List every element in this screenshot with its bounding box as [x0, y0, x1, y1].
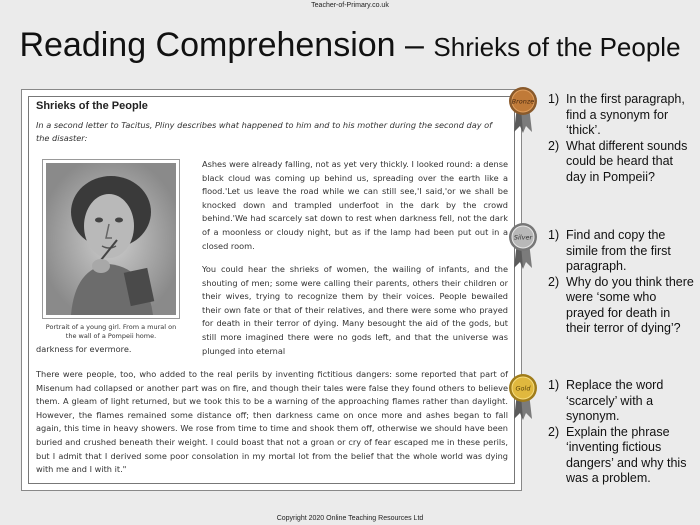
title-main: Reading Comprehension –	[19, 26, 434, 64]
question-item	[548, 92, 696, 139]
reading-text-frame	[28, 96, 515, 484]
portrait-illustration	[43, 160, 179, 318]
gold-medal-icon	[508, 373, 538, 421]
paragraph-2: You could hear the shrieks of women, the wailing of infants, and the shouting of men; some were calling their parents, others their children or their wives, trying to recognize them by their voices. People bewailed their own fate or that of their relatives, and there were some who prayed for death in their terror of dying. Many besought the aid of the gods, but still more imagined there were no gods left, and that the universe was plunged into eternal	[202, 264, 508, 356]
site-name: Teacher-of-Primary.co.uk	[311, 2, 389, 9]
question-item	[548, 378, 696, 425]
question-text: Why do you think there were ‘some who prayed for death in their terror of dying’?	[566, 274, 694, 335]
gold-medal-label: Gold	[515, 384, 531, 393]
paragraph-1: Ashes were already falling, not as yet very thickly. I looked round: a dense black cloud was coming up behind us, spreading over the earth like a flood.'Let us leave the road while we can still see,'I said,'or we shall be knocked down and trampled underfoot in the dark by the crowd behind.'We had scarcely sat down to rest when darkness fell, not the dark of a moonless or cloudy night, but as if the lamp had been put out in a closed room.	[202, 159, 508, 251]
image-caption: Portrait of a young girl. From a mural on the wall of a Pompeii home.	[45, 323, 177, 340]
reading-text-panel	[21, 89, 522, 491]
question-item	[548, 275, 696, 337]
bronze-questions	[548, 92, 696, 185]
question-number: 1)	[548, 378, 560, 392]
paragraph-2-end: darkness for evermore.	[36, 344, 132, 354]
question-text: Find and copy the simile from the first paragraph.	[566, 228, 671, 273]
question-item	[548, 139, 696, 186]
title-sub: Shrieks of the People	[433, 32, 681, 62]
copyright-footer: Copyright 2020 Online Teaching Resources Ltd	[276, 515, 424, 522]
question-number: 1)	[548, 228, 560, 242]
slide-title	[0, 26, 700, 65]
bronze-medal-label: Bronze	[511, 97, 535, 106]
question-number: 2)	[548, 274, 560, 289]
question-item	[548, 425, 696, 487]
question-text: Explain the phrase ‘inventing fictious dangers’ and why this was a problem.	[566, 424, 687, 485]
text-title: Shrieks of the People	[36, 100, 148, 112]
gold-questions	[548, 378, 696, 487]
intro-text: In a second letter to Tacitus, Pliny describes what happened to him and to his mother during the second day of the disaster:	[36, 120, 493, 143]
question-text: Replace the word ‘scarcely’ with a synonym.	[566, 378, 664, 423]
question-number: 2)	[548, 424, 560, 439]
bronze-medal-icon	[508, 86, 538, 134]
silver-medal-icon	[508, 222, 538, 270]
silver-medal-label: Silver	[513, 233, 533, 242]
question-item	[548, 228, 696, 275]
paragraph-3: There were people, too, who added to the real perils by inventing fictitious dangers: some reported that part of Misenum had collapsed or another part was on fire, and though their tales were false they found others to believe them. A gleam of light returned, but we took this to be a warning of the approaching flames rather than daylight. However, the flames remained some distance off; then darkness came on once more and ashes began to fall again, this time in heavy showers. We rose from time to time and shook them off, otherwise we should have been buried and crushed beneath their weight. I could boast that not a groan or cry of fear escaped me in these perils, but I admit that I derived some poor consolation in my mortal lot from the belief that the whole world was dying with me and I with it."	[36, 369, 508, 475]
silver-questions	[548, 228, 696, 337]
portrait-image	[42, 159, 180, 319]
question-text: What different sounds could be heard that day in Pompeii?	[566, 138, 688, 184]
question-number: 2)	[548, 138, 560, 153]
question-text: In the first paragraph, find a synonym for ‘thick’.	[566, 92, 685, 137]
question-number: 1)	[548, 92, 560, 106]
